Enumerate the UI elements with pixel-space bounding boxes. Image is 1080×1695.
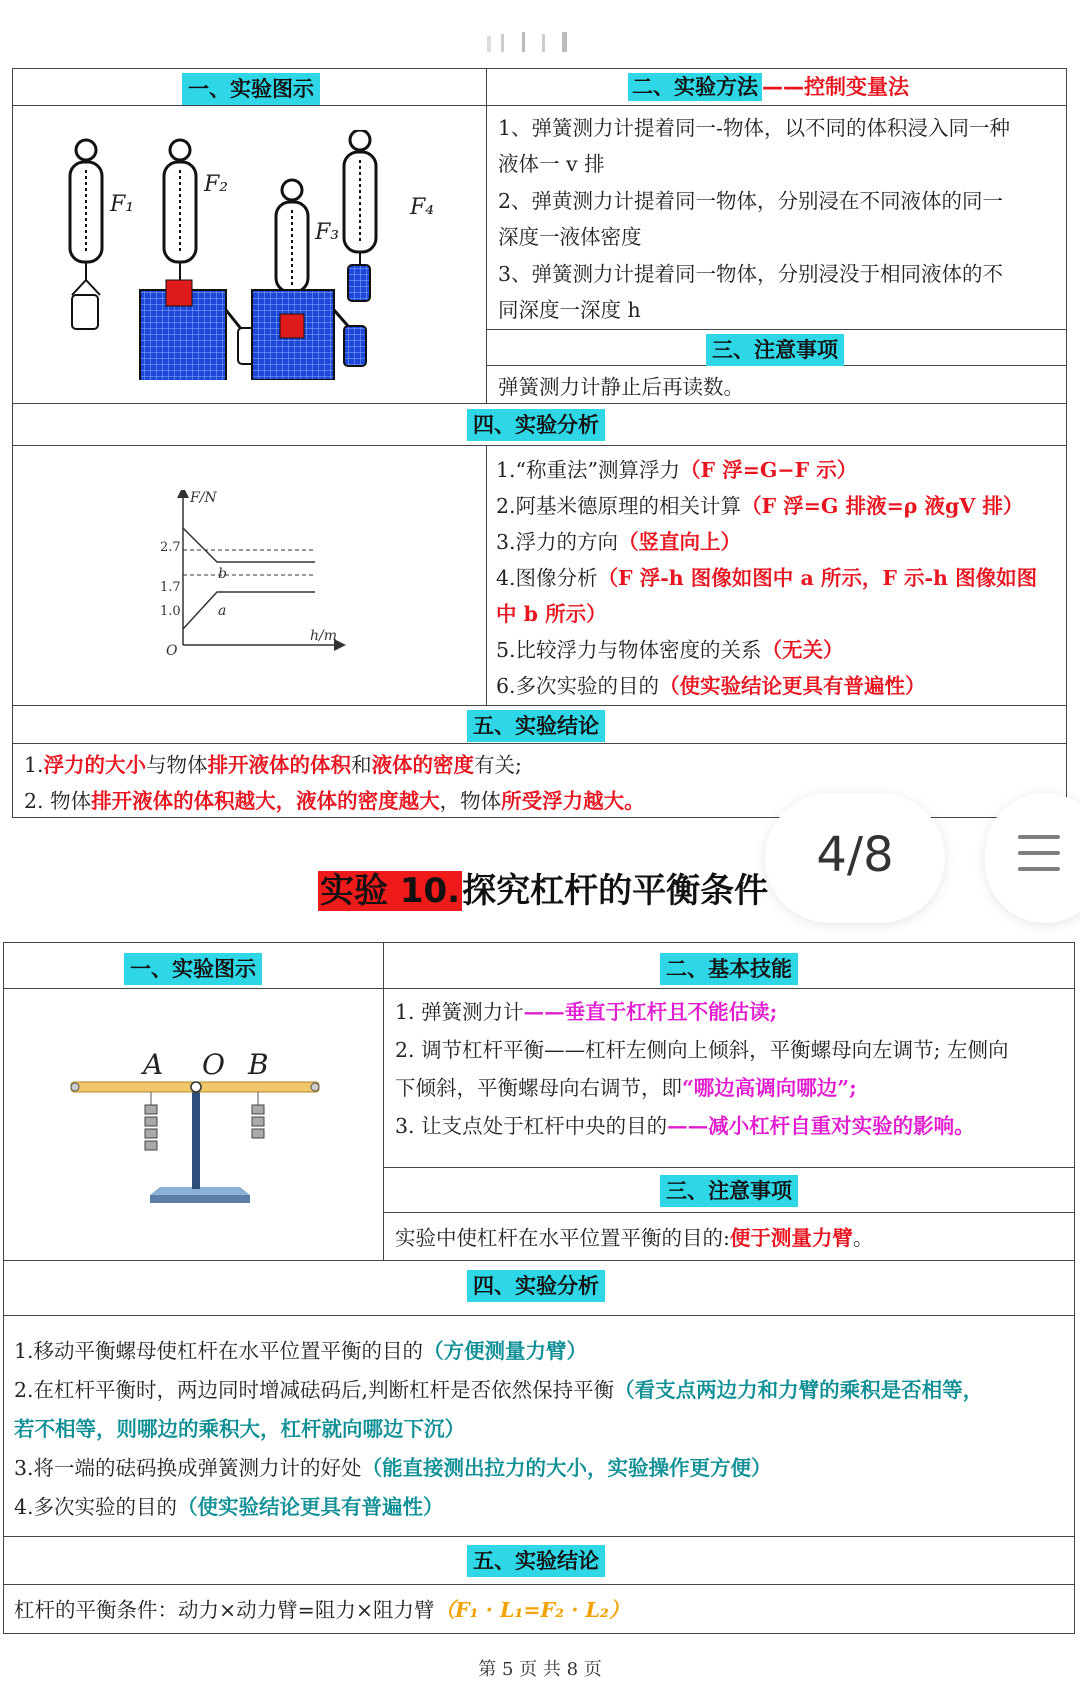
analysis-1-text: 1.“称重法”测算浮力 [496,458,681,482]
top-divider-1 [486,68,487,403]
c1-part-1: 浮力的大小 [43,753,147,777]
top-divider-2 [486,445,487,705]
bottom-note [395,1220,873,1256]
analysis-line-3 [496,524,741,560]
skill-line-2b [395,1070,857,1106]
lever-label-o: O [202,1048,225,1081]
graph-curve-b-label: b [218,566,227,582]
skill-line-3 [395,1108,975,1144]
analysis-5-text: 5.比较浮力与物体密度的关系 [496,638,762,662]
scale-label-f3: F₃ [315,220,340,245]
conclusion-line-2 [24,783,645,819]
bottom-row-line-7 [3,1584,1075,1585]
bottom-row-line-5 [3,1315,1075,1316]
lever-analysis-4-text: 4.多次实验的目的 [14,1495,178,1519]
spring-scale-2 [140,140,260,380]
analysis-line-5 [496,632,844,668]
right-weights [252,1092,264,1138]
c1-part-4: 和 [351,753,372,777]
lever-analysis-4-answer: （使实验结论更具有普遍性） [177,1495,444,1519]
bottom-row-line-4 [3,1260,1075,1261]
lever-analysis-1-text: 1.移动平衡螺母使杠杆在水平位置平衡的目的 [14,1339,424,1363]
bottom-row-line-6 [3,1536,1075,1537]
method-line-4: 深度一液体密度 [498,225,642,249]
lever-analysis-2-text: 2.在杠杆平衡时，两边同时增减砝码后,判断杠杆是否依然保持平衡 [14,1378,615,1402]
analysis-1-answer: （F 浮=G−F 示） [680,458,858,482]
analysis-2-answer: （F 浮=G 排液=ρ 液gV 排） [741,494,1024,518]
analysis-line-1 [496,452,857,488]
conclusion-line-1 [24,747,522,783]
scale-label-f1: F₁ [110,192,135,217]
top-row-line-5 [12,445,1067,446]
graph-x-label: h/m [310,628,338,644]
lever-figure [65,1045,325,1205]
section-title-text: 探究杠杆的平衡条件 [462,871,769,911]
lever-analysis-3-answer: （能直接测出拉力的大小，实验操作更方便） [361,1456,772,1480]
skill-3-answer: ——减小杠杆自重对实验的影响。 [667,1114,975,1138]
method-line-1: 1、弹簧测力计提着同一-物体，以不同的体积浸入同一种 [498,116,1010,140]
top-note: 弹簧测力计静止后再读数。 [498,375,744,399]
c1-part-6: 有关; [474,753,522,777]
c2-part-1: 排开液体的体积越大，液体的密度越大 [91,789,440,813]
left-weights [145,1092,157,1150]
page-indicator-text: 4/8 [816,827,894,883]
graph-y-label: F/N [190,490,217,506]
skill-2b-text: 下倾斜，平衡螺母向右调节，即 [395,1076,682,1100]
method-line-2: 液体一 v 排 [498,152,605,176]
top-row-line-1 [12,105,1067,106]
c1-part-5: 液体的密度 [371,753,475,777]
lever-analysis-1 [14,1333,587,1369]
c2-part-0: 2. 物体 [24,789,92,813]
graph-tick-10: 1.0 [160,604,181,619]
scale-label-f4: F₄ [410,195,435,220]
lever-conclusion-formula: （F₁ · L₁=F₂ · L₂） [434,1598,630,1622]
lever-label-b: B [248,1048,269,1081]
lever-analysis-3 [14,1450,772,1486]
method-name: ——控制变量法 [762,75,909,99]
skill-3-text: 3. 让支点处于杠杆中央的目的 [395,1114,668,1138]
analysis-6-text: 6.多次实验的目的 [496,674,660,698]
graph-origin: O [166,643,178,659]
c1-part-2: 与物体 [146,753,208,777]
lever-analysis-2b: 若不相等，则哪边的乘积大，杠杆就向哪边下沉） [14,1417,465,1441]
bottom-header-analysis: 四、实验分析 [467,1270,605,1302]
graph-curve-a-label: a [218,603,227,619]
analysis-2-text: 2.阿基米德原理的相关计算 [496,494,742,518]
bottom-header-figure: 一、实验图示 [124,953,262,985]
lever-analysis-1-answer: （方便测量力臂） [423,1339,588,1363]
bottom-row-line-1 [3,988,1075,989]
analysis-6-answer: （使实验结论更具有普遍性） [659,674,926,698]
method-title: 二、实验方法 [628,73,762,101]
bottom-row-line-2 [383,1167,1075,1168]
c1-part-3: 排开液体的体积 [207,753,352,777]
c1-part-0: 1. [24,753,44,777]
skill-line-2: 2. 调节杠杆平衡——杠杆左侧向上倾斜，平衡螺母向左调节; 左侧向 [395,1038,1009,1062]
top-row-line-6 [12,705,1067,706]
page-footer: 第 5 页 共 8 页 [478,1659,602,1680]
bottom-header-skills: 二、基本技能 [660,953,798,985]
spring-scale-1 [70,140,102,329]
c2-part-3: 所受浮力越大。 [501,789,645,813]
lever-conclusion [14,1592,629,1628]
bottom-header-conclusion: 五、实验结论 [467,1545,605,1577]
bottom-header-notes: 三、注意事项 [660,1175,798,1207]
section-title [318,868,768,914]
analysis-line-4b: 中 b 所示） [496,602,607,626]
lever-conclusion-text: 杠杆的平衡条件：动力×动力臂=阻力×阻力臂 [14,1598,435,1622]
bottom-note-answer: 便于测量力臂 [729,1226,853,1250]
lever-analysis-4 [14,1489,444,1525]
analysis-4-answer: （F 浮-h 图像如图中 a 所示，F 示-h 图像如图 [597,566,1038,590]
scale-label-f2: F₂ [204,172,229,197]
analysis-3-answer: （竖直向上） [618,530,742,554]
lever-analysis-2 [14,1372,983,1408]
analysis-5-answer: （无关） [761,638,844,662]
bottom-row-line-3 [383,1212,1075,1213]
spring-scale-4 [344,130,376,301]
lever-label-a: A [143,1048,164,1081]
analysis-line-6 [496,668,926,704]
method-line-3: 2、弹黄测力计提着同一物体，分别浸在不同液体的同一 [498,189,1004,213]
buoyancy-figure [60,130,440,380]
top-row-line-2 [486,329,1067,330]
skill-1-answer: ——垂直于杠杆且不能估读; [523,1000,778,1024]
top-header-conclusion: 五、实验结论 [467,710,605,742]
menu-icon [1018,835,1060,873]
top-faint-marks [487,32,597,54]
lever-analysis-3-text: 3.将一端的砝码换成弹簧测力计的好处 [14,1456,362,1480]
analysis-line-4 [496,560,1037,596]
graph-tick-17: 1.7 [160,580,181,595]
analysis-3-text: 3.浮力的方向 [496,530,619,554]
graph-tick-27: 2.7 [160,540,181,555]
method-line-5: 3、弹簧测力计提着同一物体，分别浸没于相同液体的不 [498,262,1004,286]
analysis-4-text: 4.图像分析 [496,566,598,590]
lever-analysis-2-answer: （看支点两边力和力臂的乘积是否相等， [614,1378,984,1402]
top-header-method [628,73,909,101]
top-header-analysis: 四、实验分析 [467,409,605,441]
skill-1-text: 1. 弹簧测力计 [395,1000,524,1024]
top-header-notes: 三、注意事项 [706,334,844,366]
skill-line-1 [395,994,777,1030]
section-title-highlight: 实验 10. [320,871,461,911]
skill-2-answer: “哪边高调向哪边”; [682,1076,857,1100]
analysis-line-2 [496,488,1023,524]
c2-part-2: ，物体 [439,789,502,813]
bottom-note-end: 。 [852,1226,874,1250]
top-row-line-7 [12,743,1067,744]
top-header-figure: 一、实验图示 [182,73,320,105]
bottom-note-text: 实验中使杠杆在水平位置平衡的目的: [395,1226,730,1250]
method-line-6: 同深度一深度 h [498,298,641,322]
